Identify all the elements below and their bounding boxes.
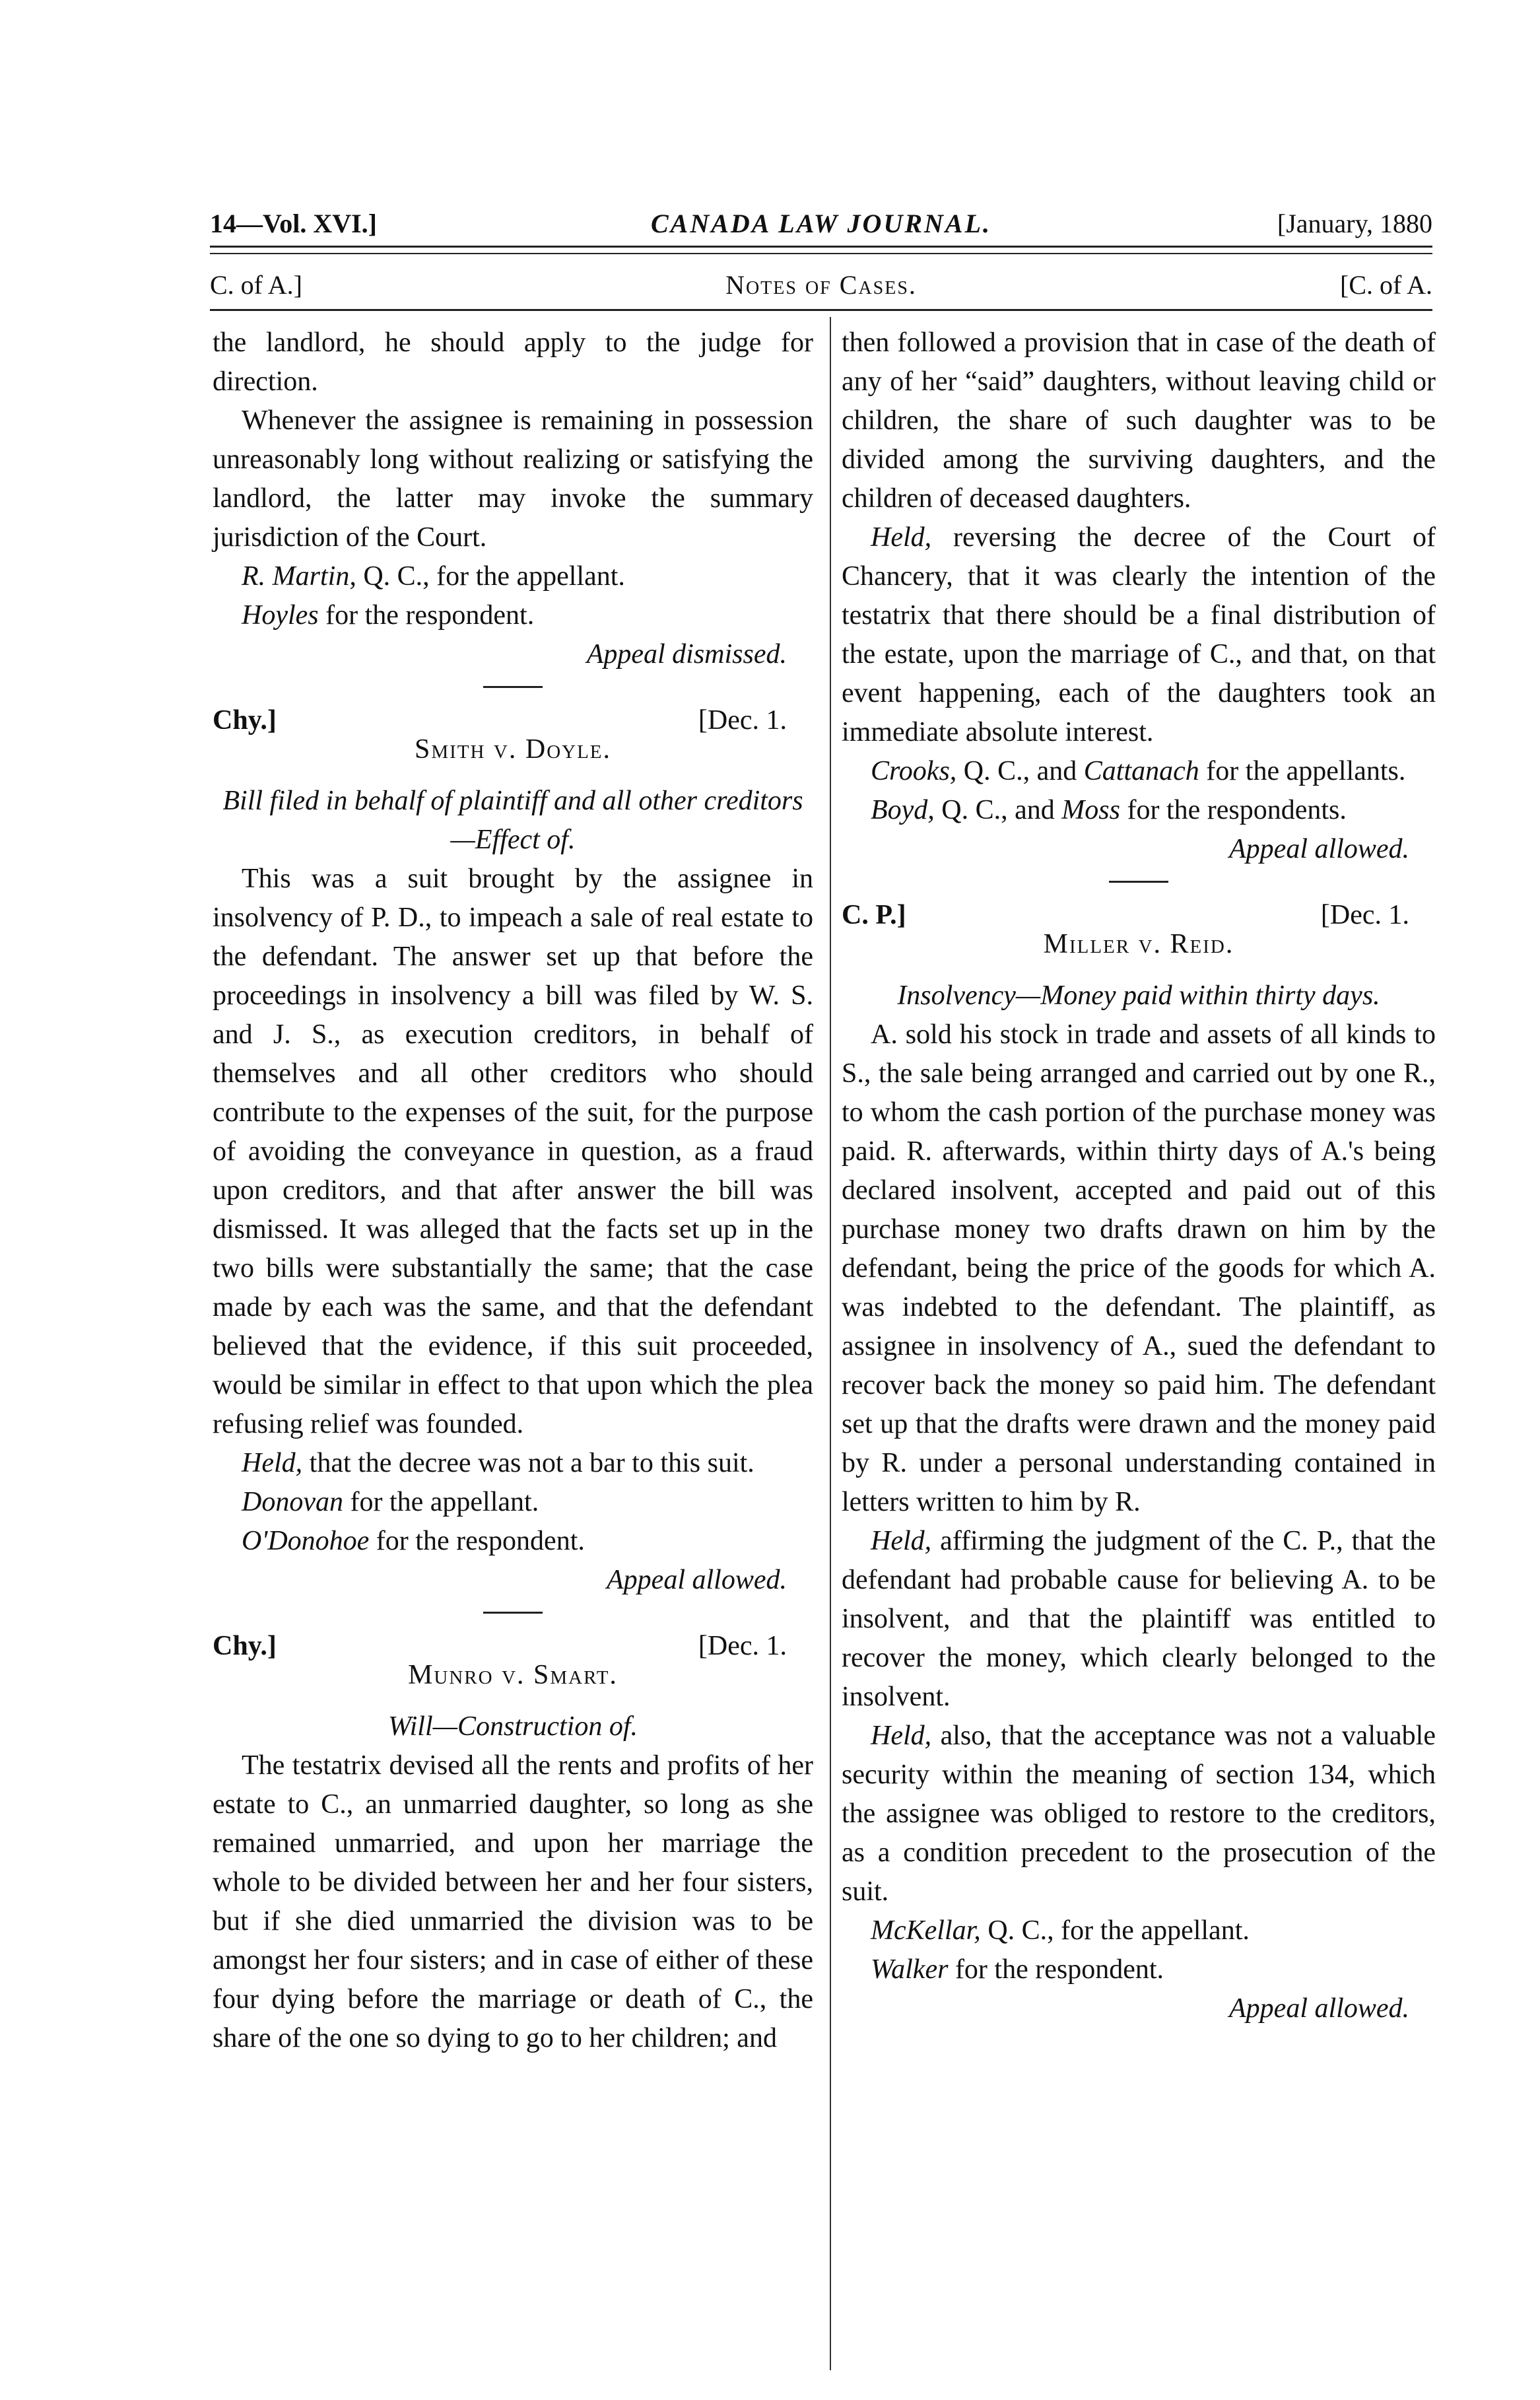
issue-date: [January, 1880 [1277, 209, 1432, 238]
holding: Held, reversing the decree of the Court of Chancery, that it was clearly the intention of the testatrix that there should be a final distribution of the estate, upon the marriage of C., and that, on that event happening, each of the daughters took an immediate absolute interest. [842, 522, 1436, 747]
paragraph: This was a suit brought by the assignee in insolvency of P. D., to impeach a sale of real estate to the defendant. The answer set up that before the proceedings in insolvency a bill was filed by W. S. and J. S., as execution creditors, in behalf of themselves and all other creditors who should contribute to the expenses of the suit, for the purpose of avoiding the conveyance in question, as a fraud upon creditors, and that after answer the bill was dismissed. It was alleged that the facts set up in the two bills were substantially the same; that the case made by each was the same, and that the defendant believed that the evidence, if this suit proceeded, would be similar in effect to that upon which the plea refusing relief was founded. [213, 864, 813, 1439]
counsel-line: O'Donohoe for the respondent. [242, 1526, 585, 1556]
section-title: Notes of Cases. [725, 270, 917, 300]
counsel-line: Donovan for the appellant. [242, 1487, 539, 1517]
counsel-line: Hoyles for the respondent. [242, 600, 535, 631]
counsel-name: Walker [871, 1954, 949, 1985]
counsel-name: Donovan [242, 1487, 343, 1517]
section-header [210, 264, 1432, 304]
counsel-line: Crooks, Q. C., and Cattanach for the appellants. [871, 756, 1406, 786]
counsel-name: Hoyles [242, 600, 319, 631]
case-result: Appeal allowed. [1229, 834, 1409, 864]
counsel-line: Boyd, Q. C., and Moss for the respondents. [871, 795, 1347, 825]
paragraph: Whenever the assignee is remaining in possession unreasonably long without realizing or satisfying the landlord, the latter may invoke the summary jurisdiction of the Court. [213, 405, 813, 553]
headnote: Bill filed in behalf of plaintiff and all other creditors—Effect of. [222, 786, 803, 855]
left-column [213, 324, 813, 2058]
court-name: C. P.] [842, 900, 906, 930]
court-name: Chy.] [213, 705, 277, 736]
volume-label: 14—Vol. XVI.] [210, 209, 377, 238]
counsel-name: R. Martin, [242, 561, 356, 592]
case-title: Miller v. Reid. [1043, 929, 1234, 959]
counsel-line: McKellar, Q. C., for the appellant. [871, 1915, 1250, 1946]
running-header [210, 198, 1432, 251]
counsel-name: Crooks, [871, 756, 957, 786]
paragraph: the landlord, he should apply to the judge for direction. [213, 327, 813, 397]
holding: Held, that the decree was not a bar to this suit. [242, 1448, 754, 1478]
court-name: Chy.] [213, 1631, 277, 1661]
paragraph: The testatrix devised all the rents and profits of her estate to C., an unmarried daughter, so long as she remained unmarried, and upon her marriage the whole to be divided between her and her four sisters, but if she died unmarried the division was to be amongst her four sisters; and in case of either of these four dying before the marriage or death of C., the share of the one so dying to go to her children; and [213, 1750, 813, 2053]
case-title: Smith v. Doyle. [414, 734, 612, 765]
counsel-name: Cattanach [1083, 756, 1199, 786]
case-separator [483, 1612, 543, 1614]
paragraph: A. sold his stock in trade and assets of all kinds to S., the sale being arranged and carried out by one R., to whom the cash portion of the purchase money was paid. R. afterwards, within thirty days of A.'s being declared insolvent, accepted and paid out of this purchase money two drafts drawn on him by the defendant, being the price of the goods for which A. was indebted to the defendant. The plaintiff, as assignee in insolvency of A., sued the defendant to recover back the money so paid him. The defendant set up that the drafts were drawn and the money paid by R. under a personal understanding contained in letters written to him by R. [842, 1019, 1436, 1517]
case-separator [483, 686, 543, 688]
case-date: [Dec. 1. [1320, 900, 1409, 930]
case-separator [1109, 881, 1168, 883]
case-heading [213, 696, 813, 782]
holding: Held, affirming the judgment of the C. P., that the defendant had probable cause for believing A. to be insolvent, and that the plaintiff was entitled to recover the money, which clearly belonged to the insolvent. [842, 1526, 1436, 1712]
case-heading [842, 891, 1436, 977]
counsel-name: McKellar, [871, 1915, 981, 1946]
paragraph: then followed a provision that in case of the death of any of her “said” daughters, without leaving child or children, the share of such daughter was to be divided among the surviving daughters, and the children of deceased daughters. [842, 327, 1436, 514]
header-double-rule [210, 246, 1432, 254]
court-label-left: C. of A.] [210, 270, 302, 300]
case-result: Appeal allowed. [1229, 1993, 1409, 2024]
counsel-line: Walker for the respondent. [871, 1954, 1164, 1985]
case-date: [Dec. 1. [698, 705, 787, 736]
case-result: Appeal allowed. [607, 1565, 787, 1595]
right-column [842, 324, 1436, 2028]
counsel-name: Boyd, [871, 795, 935, 825]
journal-title: CANADA LAW JOURNAL. [650, 209, 992, 238]
case-heading [213, 1622, 813, 1707]
court-label-right: [C. of A. [1340, 270, 1432, 300]
counsel-name: O'Donohoe [242, 1526, 370, 1556]
case-title: Munro v. Smart. [408, 1660, 618, 1690]
section-rule [210, 309, 1432, 311]
case-date: [Dec. 1. [698, 1631, 787, 1661]
case-result: Appeal dismissed. [586, 639, 787, 669]
counsel-name: Moss [1061, 795, 1120, 825]
holding: Held, also, that the acceptance was not a valuable security within the meaning of section 134, which the assignee was obliged to restore to the creditors, as a condition precedent to the prosecution of the suit. [842, 1721, 1436, 1907]
column-divider [830, 317, 831, 2370]
counsel-line: R. Martin, Q. C., for the appellant. [242, 561, 625, 592]
headnote: Insolvency—Money paid within thirty days. [897, 980, 1380, 1011]
headnote: Will—Construction of. [387, 1711, 638, 1742]
